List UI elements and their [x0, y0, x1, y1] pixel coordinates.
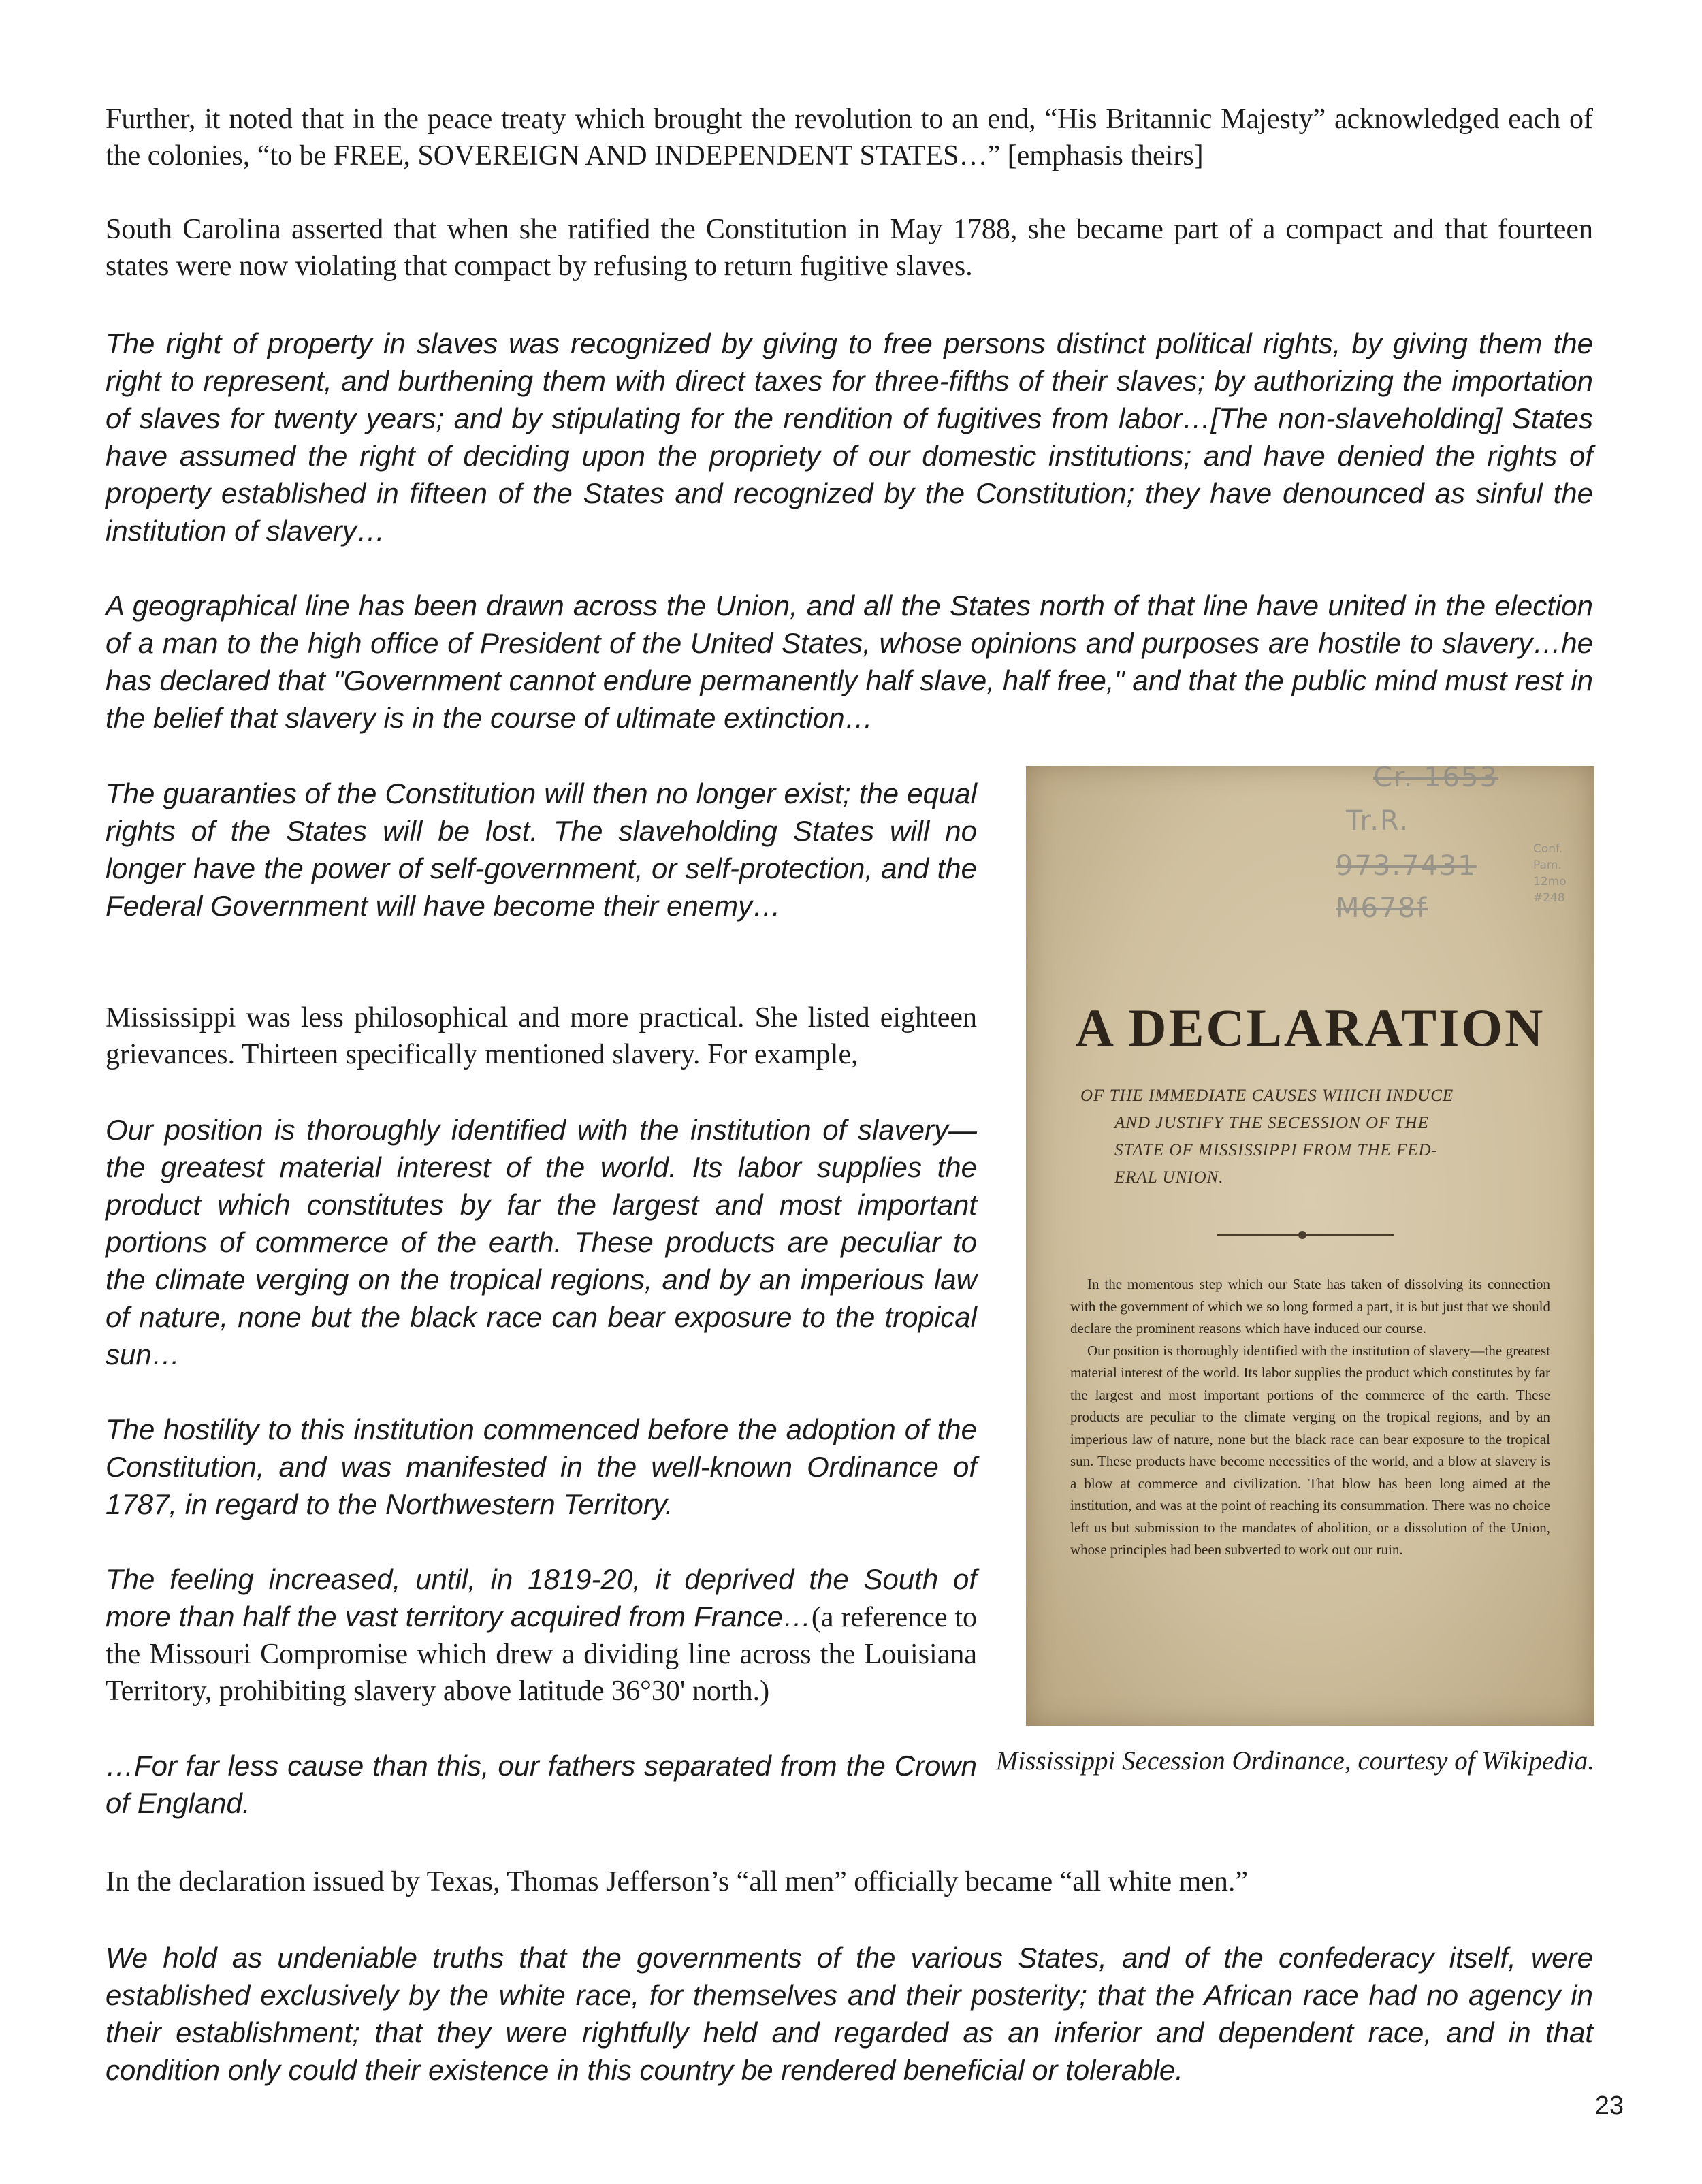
scan-title: A DECLARATION	[1075, 998, 1545, 1057]
south-carolina-quote-geographical-line: A geographical line has been drawn across the Union, and all the States north of that line have united in the election of a man to the high office of President of the United States, whose opinions and purposes are hostile to slavery…he has declared that "Government cannot endure permanently half slave, half free," and that the public mind must rest in the belief that slavery is in the course of ultimate extinction…	[106, 590, 1593, 734]
south-carolina-quote-guaranties: The guaranties of the Constitution will then no longer exist; the equal rights of the States will be lost. The slaveholding States will no longer have the power of self-government, or self-protection, and the Federal Government will have become their enemy…	[106, 777, 977, 922]
scan-body-text	[1070, 1273, 1550, 1561]
pencil-mark-margin-note: Conf. Pam. 12mo #248	[1533, 842, 1567, 905]
scan-body-paragraph: Our position is thoroughly identified with the institution of slavery—the greatest material interest of the world. Its labor supplies the product which constitutes by far the largest and most important portions of the commerce of the earth. These products are peculiar to the climate verging on the tropical regions, and by an imperious law of nature, none but the black race can bear exposure to the tropical sun. These products have become necessities of the world, and a blow at slavery is a blow at commerce and civilization. That blow has been long aimed at the institution, and was at the point of reaching its consummation. There was no choice left us but submission to the mandates of abolition, or a dissolution of the Union, whose principles had been subverted to work out our ruin.	[1070, 1342, 1550, 1558]
figure-caption: Mississippi Secession Ordinance, courtesy of Wikipedia.	[995, 1746, 1594, 1776]
scan-subtitle-line: ERAL UNION.	[1114, 1168, 1224, 1187]
pencil-mark-cutter: M678f	[1336, 893, 1428, 924]
pencil-mark-catalog: Cr. 1653	[1373, 766, 1498, 793]
scan-ornamental-rule	[1217, 1234, 1394, 1236]
mississippi-declaration-scan	[1026, 766, 1594, 1726]
mississippi-quote-position: Our position is thoroughly identified with the institution of slavery—the greatest material interest of the world. Its labor supplies the product which constitutes by far the largest and most important portions of commerce of the earth. These products are peculiar to the climate verging on the tropical regions, and by an imperious law of nature, none but the black race can bear exposure to the tropical sun…	[106, 1114, 977, 1370]
south-carolina-quote-property: The right of property in slaves was recognized by giving to free persons distinct political rights, by giving them the right to represent, and burthening them with direct taxes for three-fifths of their slaves; by authorizing the importation of slaves for twenty years; and by stipulating for the rendition of fugitives from labor…[The non-slaveholding] States have assumed the right of deciding upon the propriety of our domestic institutions; and have denied the rights of property established in fifteen of the States and recognized by the Constitution; they have denounced as sinful the institution of slavery…	[106, 327, 1593, 547]
texas-quote: We hold as undeniable truths that the governments of the various States, and of the confederacy itself, were established exclusively by the white race, for themselves and their posterity; that the African race had no agency in their establishment; that they were rightfully held and regarded as an inferior and dependent race, and in that condition only could their existence in this country be rendered beneficial or tolerable.	[106, 1942, 1593, 2086]
scan-subtitle-line: STATE OF MISSISSIPPI FROM THE FED-	[1114, 1141, 1438, 1159]
scan-body-paragraph: In the momentous step which our State has taken of dissolving its connection with the government of which we so long formed a part, it is but just that we should declare the prominent reasons which have induced our course.	[1070, 1276, 1550, 1336]
page-number: 23	[1594, 2091, 1624, 2120]
pencil-mark-classification: 973.7431	[1336, 850, 1477, 882]
mississippi-quote-feeling	[106, 1560, 977, 1709]
mississippi-quote-far-less-cause: …For far less cause than this, our fathers separated from the Crown of England.	[106, 1750, 977, 1819]
south-carolina-paragraph: South Carolina asserted that when she ratified the Constitution in May 1788, she became part of a compact and that fourteen states were now violating that compact by refusing to return fugitive slaves.	[106, 214, 1593, 282]
mississippi-quote-hostility: The hostility to this institution commenced before the adoption of the Constitution, and was manifested in the well-known Ordinance of 1787, in regard to the Northwestern Territory.	[106, 1413, 977, 1520]
scan-subtitle-line: OF THE IMMEDIATE CAUSES WHICH INDUCE	[1080, 1087, 1454, 1105]
texas-paragraph: In the declaration issued by Texas, Thomas Jefferson’s “all men” officially became “all white men.”	[106, 1866, 1249, 1897]
scan-subtitle-line: AND JUSTIFY THE SECESSION OF THE	[1114, 1114, 1429, 1132]
mississippi-paragraph: Mississippi was less philosophical and more practical. She listed eighteen grievances. Thirteen specifically mentioned slavery. For example,	[106, 1002, 977, 1070]
scan-subtitle	[1080, 1082, 1516, 1191]
pencil-mark-tr: Tr.R.	[1346, 805, 1410, 837]
intro-paragraph: Further, it noted that in the peace treaty which brought the revolution to an end, “His Britannic Majesty” acknowledged each of the colonies, “to be FREE, SOVEREIGN AND INDEPENDENT STATES…” [emphasis theirs]	[106, 103, 1593, 172]
missouri-compromise-note: (a reference to the Missouri Compromise which drew a dividing line across the Louisiana Territory, prohibiting slavery above latitude 36°30' north.)	[106, 1602, 977, 1707]
feeling-quote-text: The feeling increased, until, in 1819-20, it deprived the South of more than half the vast territory acquired from France…	[106, 1563, 977, 1633]
